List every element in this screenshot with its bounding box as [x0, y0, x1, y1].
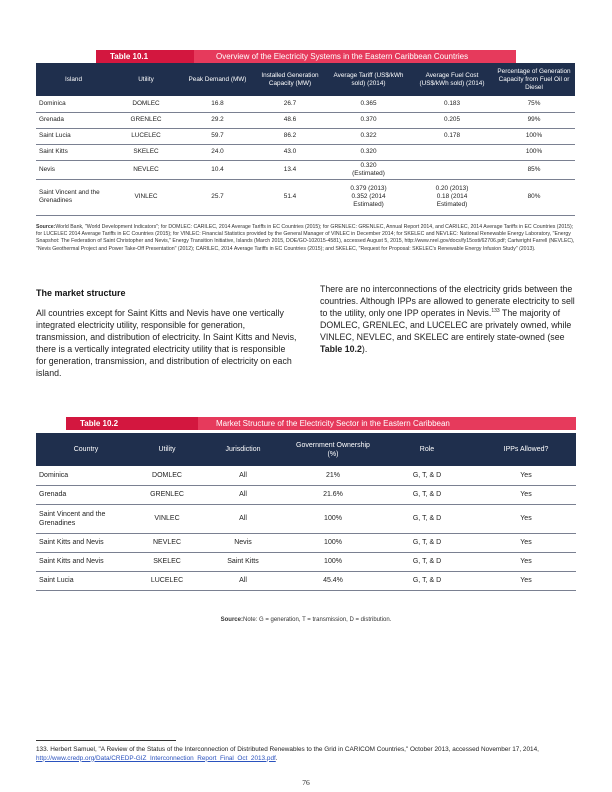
table2-row	[36, 485, 576, 504]
table1-header-cell: Island	[36, 63, 111, 96]
table1-cell: 0.183	[411, 96, 493, 112]
table1	[36, 63, 575, 216]
table2-title-bar	[66, 417, 576, 430]
table1-cell: VINLEC	[111, 179, 181, 215]
table1-row	[36, 144, 575, 160]
table2-header-cell: Government Ownership (%)	[288, 433, 378, 466]
table2-cell: Saint Vincent and the Grenadines	[36, 504, 136, 533]
table2-cell: 100%	[288, 552, 378, 571]
table2-header-cell: Role	[378, 433, 476, 466]
table2-cell: Yes	[476, 466, 576, 485]
footnote	[36, 746, 581, 763]
table1-row	[36, 160, 575, 179]
right-paragraph-part2: The majority of DOMLEC, GRENLEC, and LUCELEC are privately owned, while VINLEC, NEVLEC, and SKELEC are entirely state-owned (see	[320, 308, 572, 343]
footnote-ref[interactable]: 133	[491, 308, 500, 315]
table1-cell: 0.20 (2013) 0.18 (2014 Estimated)	[411, 179, 493, 215]
table2-header-cell: Utility	[136, 433, 198, 466]
table1-cell: Saint Vincent and the Grenadines	[36, 179, 111, 215]
page-number: 76	[302, 778, 310, 787]
table1-header-cell: Installed Generation Capacity (MW)	[254, 63, 326, 96]
table1-cell: 100%	[493, 144, 575, 160]
right-paragraph	[320, 283, 578, 356]
table2-cell: GRENLEC	[136, 485, 198, 504]
table2-cell: G, T, & D	[378, 571, 476, 590]
table1-cell: 0.322	[326, 128, 411, 144]
table2-cell: G, T, & D	[378, 504, 476, 533]
table2-cell: 21%	[288, 466, 378, 485]
table2-cell: All	[198, 504, 288, 533]
table2-cell: LUCELEC	[136, 571, 198, 590]
table1-source	[36, 224, 576, 253]
table1-label: Table 10.1	[96, 50, 194, 63]
table2-cell: G, T, & D	[378, 485, 476, 504]
table2-row	[36, 571, 576, 590]
table1-title: Overview of the Electricity Systems in the Eastern Caribbean Countries	[216, 52, 469, 61]
table1-cell: Saint Lucia	[36, 128, 111, 144]
table1-cell: 10.4	[181, 160, 254, 179]
table1-header-cell: Utility	[111, 63, 181, 96]
table1-cell: 48.6	[254, 112, 326, 128]
table1-title-bar	[96, 50, 516, 63]
table2	[36, 433, 576, 591]
table2-header-cell: Country	[36, 433, 136, 466]
right-paragraph-part1: There are no interconnections of the electricity grids between the countries. Although IPPs are allowed to generate electricity to sell to the utility, only one IPP operates in Nevis.	[320, 284, 575, 319]
footnote-link[interactable]: http://www.credp.org/Data/CREDP-GIZ_Interconnection_Report_Final_Oct_2013.pdf	[36, 754, 276, 762]
table1-cell: NEVLEC	[111, 160, 181, 179]
table1-row	[36, 112, 575, 128]
table1-cell: 0.379 (2013) 0.352 (2014 Estimated)	[326, 179, 411, 215]
table1-cell: Nevis	[36, 160, 111, 179]
table2-cell: All	[198, 466, 288, 485]
table2-cell: Saint Kitts	[198, 552, 288, 571]
table1-cell: 13.4	[254, 160, 326, 179]
table2-cell: VINLEC	[136, 504, 198, 533]
table2-cell: Yes	[476, 552, 576, 571]
table2-cell: Yes	[476, 533, 576, 552]
table2-cell: G, T, & D	[378, 552, 476, 571]
table1-cell: SKELEC	[111, 144, 181, 160]
table1-header-cell: Percentage of Generation Capacity from Fuel Oil or Diesel	[493, 63, 575, 96]
table1-cell: 0.320	[326, 144, 411, 160]
table1-cell: 100%	[493, 128, 575, 144]
table1-cell: 0.365	[326, 96, 411, 112]
table1-cell: 51.4	[254, 179, 326, 215]
left-paragraph: All countries except for Saint Kitts and Nevis have one vertically integrated electricity utility, responsible for generation, transmission, and distribution of electricity. In Saint Kitts and Nevis, there is a vertically integrated electricity utility that is responsible for generation, transmission, and distribution of electricity on each island.	[36, 308, 297, 379]
table1-cell: 0.178	[411, 128, 493, 144]
section-heading: The market structure	[36, 288, 126, 298]
table2-source	[0, 617, 612, 624]
table1-cell: 59.7	[181, 128, 254, 144]
table-reference[interactable]: Table 10.2	[320, 344, 362, 355]
table1-cell: 75%	[493, 96, 575, 112]
table1-cell: DOMLEC	[111, 96, 181, 112]
table1-cell	[411, 144, 493, 160]
table2-label: Table 10.2	[66, 417, 198, 430]
table1-cell: Dominica	[36, 96, 111, 112]
table2-source-text: Note: G = generation, T = transmission, D = distribution.	[242, 617, 392, 623]
table2-row	[36, 466, 576, 485]
table2-cell: Saint Kitts and Nevis	[36, 533, 136, 552]
table2-title: Market Structure of the Electricity Sector in the Eastern Caribbean	[216, 419, 450, 428]
footnote-end: .	[275, 754, 278, 762]
table1-row	[36, 128, 575, 144]
table1-row	[36, 179, 575, 215]
table2-cell: G, T, & D	[378, 466, 476, 485]
table2-cell: SKELEC	[136, 552, 198, 571]
table2-cell: Nevis	[198, 533, 288, 552]
table1-cell: 26.7	[254, 96, 326, 112]
table1-cell	[411, 160, 493, 179]
footnote-text: 133. Herbert Samuel, "A Review of the Status of the Interconnection of Distributed Renewables to the Grid in CARICOM Countries," October 2013, accessed November 17, 2014,	[36, 746, 539, 753]
table1-cell: Grenada	[36, 112, 111, 128]
table2-header-cell: IPPs Allowed?	[476, 433, 576, 466]
table2-cell: Grenada	[36, 485, 136, 504]
table1-header-cell: Average Tariff (US$/kWh sold) (2014)	[326, 63, 411, 96]
table1-cell: 24.0	[181, 144, 254, 160]
table2-cell: Saint Kitts and Nevis	[36, 552, 136, 571]
table1-cell: LUCELEC	[111, 128, 181, 144]
table2-cell: 100%	[288, 533, 378, 552]
table1-cell: 0.370	[326, 112, 411, 128]
table1-cell: 85%	[493, 160, 575, 179]
table2-cell: 45.4%	[288, 571, 378, 590]
table1-cell: 43.0	[254, 144, 326, 160]
right-paragraph-part3: ).	[361, 344, 368, 355]
table2-cell: NEVLEC	[136, 533, 198, 552]
table2-cell: 100%	[288, 504, 378, 533]
table1-cell: 86.2	[254, 128, 326, 144]
table2-source-label: Source:	[220, 617, 243, 623]
table2-row	[36, 504, 576, 533]
table2-cell: DOMLEC	[136, 466, 198, 485]
table1-cell: 0.320 (Estimated)	[326, 160, 411, 179]
table1-header-cell: Peak Demand (MW)	[181, 63, 254, 96]
table1-cell: Saint Kitts	[36, 144, 111, 160]
table2-cell: Dominica	[36, 466, 136, 485]
table1-source-label: Source:	[36, 224, 56, 230]
table1-cell: 25.7	[181, 179, 254, 215]
table2-row	[36, 533, 576, 552]
table1-header-cell: Average Fuel Cost (US$/kWh sold) (2014)	[411, 63, 493, 96]
table1-row	[36, 96, 575, 112]
table1-cell: 80%	[493, 179, 575, 215]
footnote-divider	[36, 740, 176, 741]
table1-cell: GRENLEC	[111, 112, 181, 128]
table1-cell: 0.205	[411, 112, 493, 128]
table2-row	[36, 552, 576, 571]
table1-cell: 99%	[493, 112, 575, 128]
table2-cell: 21.6%	[288, 485, 378, 504]
table1-cell: 29.2	[181, 112, 254, 128]
table2-cell: All	[198, 571, 288, 590]
table1-source-text: World Bank, "World Development Indicators"; for DOMLEC: CARILEC, 2014 Average Tariffs in EC Countries (2015); for GRENLEC: GRENLEC, Annual Report 2014, and CARILEC, 2014 Average Tariffs in EC Countries (2015); for LUCELEC 2014 Average Tariffs in EC Countries (2015); for VINLEC: Financial Statistics provided by the General Manager of VINLEC in December 2014; for SKELEC and NEVLEC: National Renewable Energy Laboratory, "Energy Snapshot: The Federation of Saint Christopher and Nevis," Energy Transition Initiative, Islands (March 2015, DOE/GO-102015-4581), accessed August 5, 2015, http://www.nrel.gov/docs/fy15osti/62706.pdf; Cartwright Farrell (NEVLEC), "Nevis Geothermal Project and Power Take-Off Presentation" (2012); CARILEC, 2014 Average Tariffs in EC Countries (2015); and SKELEC, "Request for Proposal: SKELEC's Renewable Energy Infusion Study" (2013).	[36, 224, 575, 252]
table2-cell: All	[198, 485, 288, 504]
table2-cell: G, T, & D	[378, 533, 476, 552]
table2-cell: Yes	[476, 504, 576, 533]
table1-cell: 16.8	[181, 96, 254, 112]
table2-cell: Yes	[476, 571, 576, 590]
table2-cell: Saint Lucia	[36, 571, 136, 590]
table2-cell: Yes	[476, 485, 576, 504]
table2-header-cell: Jurisdiction	[198, 433, 288, 466]
